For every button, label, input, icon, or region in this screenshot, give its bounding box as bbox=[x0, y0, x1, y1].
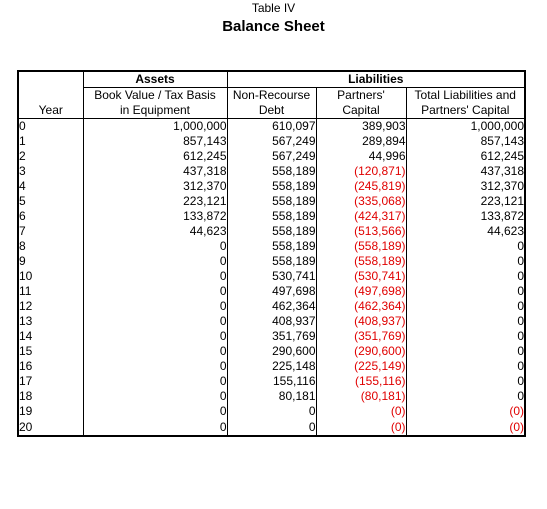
table-row bbox=[19, 254, 524, 269]
year-cell: 18 bbox=[19, 389, 33, 403]
table-row bbox=[19, 284, 524, 299]
book-value-cell: 0 bbox=[83, 299, 227, 314]
year-cell: 15 bbox=[19, 344, 33, 358]
total-cell: (0) bbox=[406, 419, 524, 435]
total-cell: 0 bbox=[406, 329, 524, 344]
capital-cell: (513,566) bbox=[316, 224, 406, 239]
capital-cell: (0) bbox=[316, 404, 406, 419]
book-value-cell: 44,623 bbox=[83, 224, 227, 239]
year-cell: 4 bbox=[19, 179, 26, 193]
year-cell: 3 bbox=[19, 164, 26, 178]
debt-cell: 80,181 bbox=[227, 389, 316, 404]
table-row bbox=[19, 269, 524, 284]
debt-cell: 558,189 bbox=[227, 224, 316, 239]
table-row bbox=[19, 374, 524, 389]
capital-cell: (225,149) bbox=[316, 359, 406, 374]
table-row bbox=[19, 314, 524, 329]
capital-cell: (497,698) bbox=[316, 284, 406, 299]
book-value-cell: 0 bbox=[83, 284, 227, 299]
total-cell: 0 bbox=[406, 389, 524, 404]
year-cell: 13 bbox=[19, 314, 33, 328]
year-group-header bbox=[19, 72, 83, 88]
debt-cell: 567,249 bbox=[227, 134, 316, 149]
table-row bbox=[19, 239, 524, 254]
year-header-spacer bbox=[19, 88, 83, 104]
total-cell: 857,143 bbox=[406, 134, 524, 149]
capital-cell: (424,317) bbox=[316, 209, 406, 224]
total-cell: 437,318 bbox=[406, 164, 524, 179]
table-row bbox=[19, 419, 524, 435]
debt-cell: 408,937 bbox=[227, 314, 316, 329]
nonrecourse-header-line1: Non-Recourse bbox=[227, 88, 316, 104]
table-row bbox=[19, 224, 524, 239]
total-cell: 223,121 bbox=[406, 194, 524, 209]
liabilities-group-header: Liabilities bbox=[227, 72, 524, 88]
capital-cell: (335,068) bbox=[316, 194, 406, 209]
total-cell: 0 bbox=[406, 344, 524, 359]
book-value-cell: 0 bbox=[83, 374, 227, 389]
book-value-cell: 133,872 bbox=[83, 209, 227, 224]
book-value-cell: 857,143 bbox=[83, 134, 227, 149]
book-value-cell: 0 bbox=[83, 314, 227, 329]
total-cell: (0) bbox=[406, 404, 524, 419]
capital-cell: (155,116) bbox=[316, 374, 406, 389]
debt-cell: 351,769 bbox=[227, 329, 316, 344]
assets-group-header: Assets bbox=[83, 72, 227, 88]
total-cell: 0 bbox=[406, 299, 524, 314]
capital-cell: 289,894 bbox=[316, 134, 406, 149]
debt-cell: 155,116 bbox=[227, 374, 316, 389]
total-cell: 133,872 bbox=[406, 209, 524, 224]
total-cell: 0 bbox=[406, 359, 524, 374]
book-value-cell: 0 bbox=[83, 419, 227, 435]
book-value-cell: 612,245 bbox=[83, 149, 227, 164]
table-row bbox=[19, 209, 524, 224]
table-label: Table IV bbox=[251, 1, 296, 15]
debt-cell: 558,189 bbox=[227, 239, 316, 254]
capital-cell: (408,937) bbox=[316, 314, 406, 329]
partners-capital-header-line2: Capital bbox=[316, 103, 406, 119]
total-cell: 44,623 bbox=[406, 224, 524, 239]
total-cell: 0 bbox=[406, 284, 524, 299]
year-cell: 12 bbox=[19, 299, 33, 313]
table-row bbox=[19, 404, 524, 419]
debt-cell: 497,698 bbox=[227, 284, 316, 299]
table-row bbox=[19, 299, 524, 314]
table-row bbox=[19, 389, 524, 404]
balance-sheet-table bbox=[19, 72, 524, 435]
year-cell: 0 bbox=[19, 119, 26, 133]
book-value-cell: 0 bbox=[83, 329, 227, 344]
year-cell: 16 bbox=[19, 359, 33, 373]
book-value-cell: 437,318 bbox=[83, 164, 227, 179]
debt-cell: 462,364 bbox=[227, 299, 316, 314]
capital-cell: 44,996 bbox=[316, 149, 406, 164]
year-cell: 17 bbox=[19, 374, 33, 388]
total-header-line2: Partners' Capital bbox=[406, 103, 524, 119]
year-cell: 14 bbox=[19, 329, 33, 343]
year-cell: 1 bbox=[19, 134, 26, 148]
debt-cell: 0 bbox=[227, 404, 316, 419]
total-cell: 1,000,000 bbox=[406, 119, 524, 135]
year-cell: 7 bbox=[19, 224, 26, 238]
nonrecourse-header-line2: Debt bbox=[227, 103, 316, 119]
total-cell: 0 bbox=[406, 254, 524, 269]
debt-cell: 225,148 bbox=[227, 359, 316, 374]
book-value-cell: 0 bbox=[83, 389, 227, 404]
book-value-cell: 0 bbox=[83, 359, 227, 374]
book-value-header-line2: in Equipment bbox=[83, 103, 227, 119]
total-cell: 0 bbox=[406, 374, 524, 389]
year-cell: 8 bbox=[19, 239, 26, 253]
capital-cell: (558,189) bbox=[316, 239, 406, 254]
book-value-cell: 0 bbox=[83, 344, 227, 359]
capital-cell: (80,181) bbox=[316, 389, 406, 404]
total-cell: 312,370 bbox=[406, 179, 524, 194]
capital-cell: (290,600) bbox=[316, 344, 406, 359]
partners-capital-header-line1: Partners' bbox=[316, 88, 406, 104]
debt-cell: 610,097 bbox=[227, 119, 316, 135]
debt-cell: 558,189 bbox=[227, 194, 316, 209]
table-row bbox=[19, 329, 524, 344]
table-row bbox=[19, 119, 524, 135]
table-row bbox=[19, 359, 524, 374]
debt-cell: 530,741 bbox=[227, 269, 316, 284]
capital-cell: (558,189) bbox=[316, 254, 406, 269]
debt-cell: 558,189 bbox=[227, 164, 316, 179]
book-value-cell: 312,370 bbox=[83, 179, 227, 194]
table-row bbox=[19, 164, 524, 179]
capital-cell: (351,769) bbox=[316, 329, 406, 344]
year-header: Year bbox=[19, 103, 83, 119]
year-cell: 10 bbox=[19, 269, 33, 283]
capital-cell: (462,364) bbox=[316, 299, 406, 314]
book-value-cell: 0 bbox=[83, 269, 227, 284]
table-row bbox=[19, 179, 524, 194]
total-cell: 0 bbox=[406, 314, 524, 329]
total-cell: 0 bbox=[406, 239, 524, 254]
debt-cell: 0 bbox=[227, 419, 316, 435]
year-cell: 9 bbox=[19, 254, 26, 268]
total-header-line1: Total Liabilities and bbox=[406, 88, 524, 104]
capital-cell: (0) bbox=[316, 419, 406, 435]
year-cell: 20 bbox=[19, 419, 33, 434]
book-value-header-line1: Book Value / Tax Basis bbox=[83, 88, 227, 104]
capital-cell: (120,871) bbox=[316, 164, 406, 179]
capital-cell: (245,819) bbox=[316, 179, 406, 194]
book-value-cell: 0 bbox=[83, 254, 227, 269]
capital-cell: 389,903 bbox=[316, 119, 406, 135]
table-row bbox=[19, 344, 524, 359]
book-value-cell: 0 bbox=[83, 404, 227, 419]
total-cell: 612,245 bbox=[406, 149, 524, 164]
book-value-cell: 0 bbox=[83, 239, 227, 254]
table-title: Balance Sheet bbox=[222, 18, 325, 35]
year-cell: 6 bbox=[19, 209, 26, 223]
book-value-cell: 1,000,000 bbox=[83, 119, 227, 135]
year-cell: 19 bbox=[19, 404, 33, 418]
capital-cell: (530,741) bbox=[316, 269, 406, 284]
year-cell: 2 bbox=[19, 149, 26, 163]
book-value-cell: 223,121 bbox=[83, 194, 227, 209]
debt-cell: 290,600 bbox=[227, 344, 316, 359]
year-cell: 11 bbox=[19, 284, 32, 298]
debt-cell: 558,189 bbox=[227, 179, 316, 194]
debt-cell: 567,249 bbox=[227, 149, 316, 164]
debt-cell: 558,189 bbox=[227, 209, 316, 224]
table-row bbox=[19, 134, 524, 149]
total-cell: 0 bbox=[406, 269, 524, 284]
table-row bbox=[19, 194, 524, 209]
year-cell: 5 bbox=[19, 194, 26, 208]
table-row bbox=[19, 149, 524, 164]
debt-cell: 558,189 bbox=[227, 254, 316, 269]
